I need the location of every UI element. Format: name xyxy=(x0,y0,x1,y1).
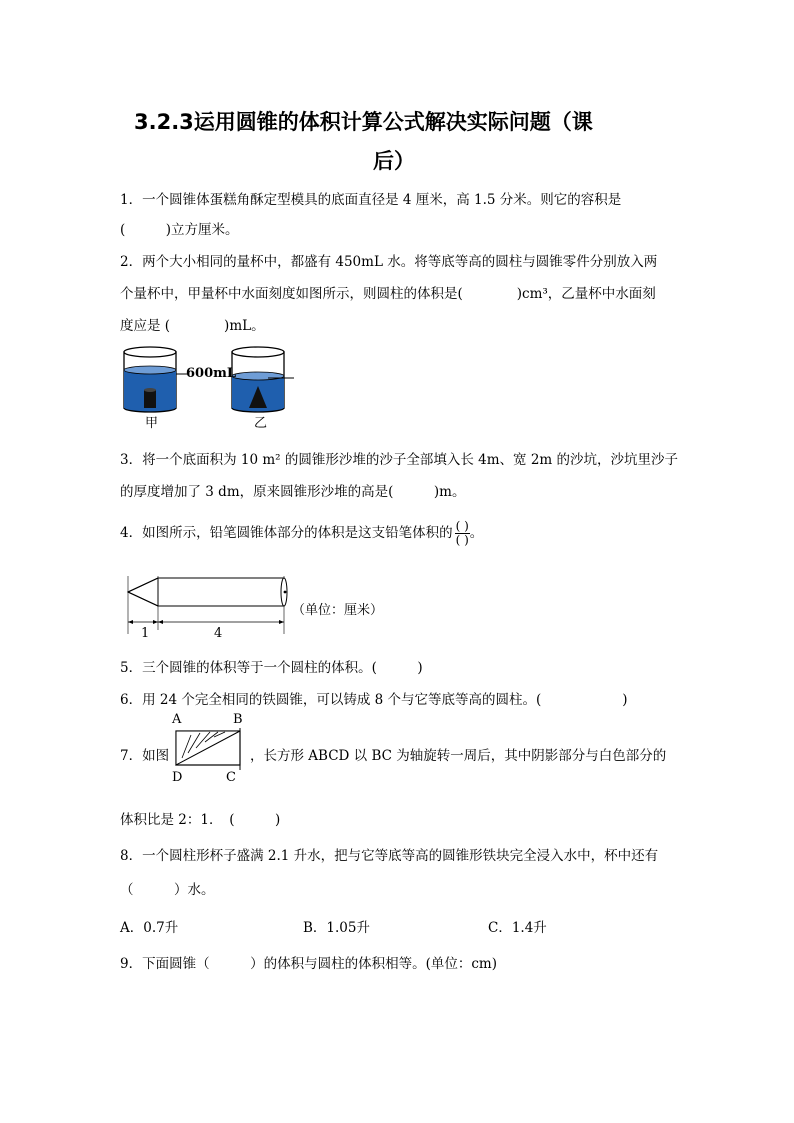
question-7-text: ，长方形 ABCD 以 BC 为轴旋转一周后，其中阴影部分与白色部分的 xyxy=(250,748,667,764)
rect-vertex-a: A xyxy=(172,712,182,727)
page-title: 3.2.3运用圆锥的体积计算公式解决实际问题（课 xyxy=(134,110,593,134)
question-4 xyxy=(120,520,483,547)
question-7-line2: 体积比是 2：1． ( ) xyxy=(120,812,281,828)
question-2-line2: 个量杯中，甲量杯中水面刻度如图所示，则圆柱的体积是( )cm³，乙量杯中水面刻 xyxy=(120,286,656,302)
question-6: 6．用 24 个完全相同的铁圆锥，可以铸成 8 个与它等底等高的圆柱。( ) xyxy=(120,692,628,708)
question-5: 5．三个圆锥的体积等于一个圆柱的体积。( ) xyxy=(120,660,423,676)
question-1-line1: 1．一个圆锥体蛋糕角酥定型模具的底面直径是 4 厘米，高 1.5 分米。则它的容积是 xyxy=(120,192,622,208)
option-c[interactable]: C．1.4升 xyxy=(488,920,547,936)
page-title-continued: 后） xyxy=(373,149,415,173)
rect-vertex-d: D xyxy=(172,770,183,785)
option-b[interactable]: B．1.05升 xyxy=(303,920,370,936)
question-8-line1: 8．一个圆柱形杯子盛满 2.1 升水，把与它等底等高的圆锥形铁块完全浸入水中，杯中还有 xyxy=(120,848,659,864)
question-2-line3: 度应是 ( )mL。 xyxy=(120,318,265,334)
answer-fraction xyxy=(455,520,470,547)
question-4-tail: 。 xyxy=(469,525,484,541)
question-1-line2: ( )立方厘米。 xyxy=(120,222,239,238)
question-8-line2: （ ）水。 xyxy=(120,882,215,898)
fraction-numerator: ( ) xyxy=(455,519,469,533)
cup-jia-label: 甲 xyxy=(145,416,159,431)
question-2-line1: 2．两个大小相同的量杯中，都盛有 450mL 水。将等底等高的圆柱与圆锥零件分别放入两 xyxy=(120,254,658,270)
question-9: 9．下面圆锥（ ）的体积与圆柱的体积相等。(单位：cm) xyxy=(120,956,497,972)
cup-yi xyxy=(232,347,284,412)
rect-vertex-c: C xyxy=(226,770,236,785)
question-7-prefix: 7．如图 xyxy=(120,748,170,764)
question-4-text: 4．如图所示，铅笔圆锥体部分的体积是这支铅笔体积的 xyxy=(120,525,453,541)
question-3-line2: 的厚度增加了 3 dm，原来圆锥形沙堆的高是( )m。 xyxy=(120,484,466,500)
fraction-denominator: ( ) xyxy=(455,533,469,547)
pencil-dim-tip: 1 xyxy=(141,626,150,641)
cup-yi-label: 乙 xyxy=(254,416,268,431)
question-3-line1: 3．将一个底面积为 10 m² 的圆锥形沙堆的沙子全部填入长 4m、宽 2m 的沙坑，沙坑里沙子 xyxy=(120,452,679,468)
pencil-dim-body: 4 xyxy=(214,626,223,641)
pencil-unit-label: （单位：厘米） xyxy=(292,603,384,618)
cup-jia xyxy=(124,347,176,412)
option-a[interactable]: A．0.7升 xyxy=(120,920,179,936)
rectangle-abcd-figure xyxy=(173,728,245,770)
rect-vertex-b: B xyxy=(233,712,243,727)
cup-mark-label: 600mL xyxy=(186,366,237,381)
